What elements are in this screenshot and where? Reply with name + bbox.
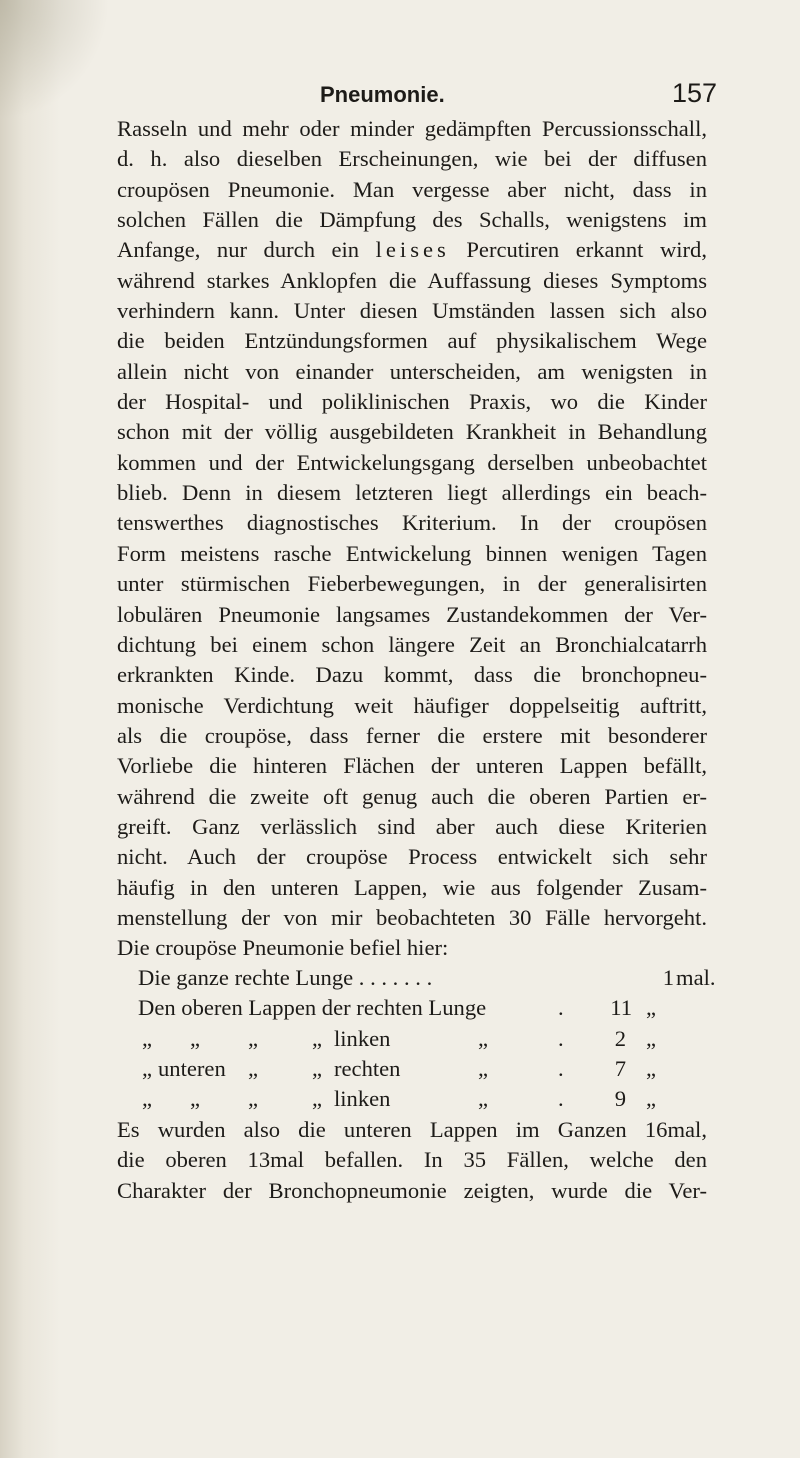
text-line: blieb. Denn in diesem letzteren liegt allerdings ein beach- xyxy=(117,480,707,506)
tally-ditto: „ xyxy=(646,995,657,1021)
tally-ditto: „ xyxy=(190,1025,201,1051)
tally-row xyxy=(138,993,718,1023)
tally-label: Den oberen Lappen der rechten Lunge xyxy=(138,995,487,1021)
text-line: als die croupöse, dass ferner die erstere mit besonderer xyxy=(117,722,707,748)
tally-side: rechten xyxy=(334,1056,401,1082)
tally-ditto: „ xyxy=(478,1025,489,1051)
tally-count: 1 xyxy=(662,965,674,990)
body-paragraph xyxy=(117,114,707,964)
text-line: die oberen 13mal befallen. In 35 Fällen, welche den xyxy=(117,1147,707,1173)
text-line: Es wurden also die unteren Lappen im Ganzen 16mal, xyxy=(117,1117,707,1142)
tally-ditto: „ xyxy=(646,1056,657,1082)
text-line: Rasseln und mehr oder minder gedämpften Percussionsschall, xyxy=(117,116,707,141)
tally-list xyxy=(138,963,718,1115)
text-line: croupösen Pneumonie. Man vergesse aber nicht, dass in xyxy=(117,176,707,202)
tally-label: Die ganze rechte Lunge . . . . . . . xyxy=(138,965,433,990)
text-line: erkrankten Kinde. Dazu kommt, dass die bronchopneu- xyxy=(117,662,707,688)
text-line: der Hospital- und poliklinischen Praxis, wo die Kinder xyxy=(117,389,707,415)
text-line-emphasis xyxy=(117,235,707,265)
tally-ditto: „ xyxy=(142,1025,153,1051)
text-fragment: Percutiren erkannt wird, xyxy=(466,237,708,263)
tally-count: 7 xyxy=(614,1056,626,1082)
tally-ditto: „ xyxy=(248,1056,259,1082)
tally-ditto: „ xyxy=(312,1025,323,1051)
tally-ditto: „ xyxy=(142,1086,153,1112)
page-header xyxy=(0,78,800,112)
tally-count: 11 xyxy=(610,995,632,1021)
tally-count: 2 xyxy=(614,1025,626,1051)
text-line: lobulären Pneumonie langsames Zustandekommen der Ver- xyxy=(117,601,707,627)
spaced-emphasis-word: leises xyxy=(375,237,450,263)
text-line: nicht. Auch der croupöse Process entwickelt sich sehr xyxy=(117,844,707,870)
tally-leader-dot: . xyxy=(558,995,564,1021)
tally-ditto: „ xyxy=(478,1056,489,1082)
tally-ditto: „ xyxy=(312,1086,323,1112)
text-line: tenswerthes diagnostisches Kriterium. In der croupösen xyxy=(117,510,707,536)
closing-paragraph xyxy=(117,1115,707,1206)
text-line: greift. Ganz verlässlich sind aber auch diese Kriterien xyxy=(117,813,707,839)
tally-ditto: „ xyxy=(248,1086,259,1112)
text-fragment: Anfange, nur durch ein xyxy=(117,237,360,263)
text-line: während starkes Anklopfen die Auffassung dieses Symptoms xyxy=(117,267,707,293)
text-line: Vorliebe die hinteren Flächen der unteren Lappen befällt, xyxy=(117,753,707,779)
tally-count: 9 xyxy=(614,1086,626,1112)
tally-leader-dot: . xyxy=(558,1056,564,1082)
tally-ditto: „ xyxy=(478,1086,489,1112)
tally-side: linken xyxy=(334,1086,391,1112)
page-number: 157 xyxy=(672,78,718,108)
tally-ditto: „ xyxy=(646,1086,657,1112)
tally-side: linken xyxy=(334,1025,391,1051)
tally-leader-dot: . xyxy=(558,1086,564,1112)
tally-row xyxy=(138,1084,718,1114)
text-line: d. h. also dieselben Erscheinungen, wie bei der diffusen xyxy=(117,146,707,172)
text-line: häufig in den unteren Lappen, wie aus folgender Zusam- xyxy=(117,874,707,900)
text-line: monische Verdichtung weit häufiger doppelseitig auftritt, xyxy=(117,692,707,718)
tally-ditto: „ xyxy=(646,1025,657,1051)
text-line: solchen Fällen die Dämpfung des Schalls, wenigstens im xyxy=(117,207,707,233)
tally-unit: mal. xyxy=(676,965,716,990)
text-line: Die croupöse Pneumonie befiel hier: xyxy=(117,935,449,961)
tally-row xyxy=(138,1024,718,1054)
tally-ditto: „ xyxy=(190,1086,201,1112)
text-line: schon mit der völlig ausgebildeten Krankheit in Behandlung xyxy=(117,419,707,445)
text-line: Charakter der Bronchopneumonie zeigten, wurde die Ver- xyxy=(117,1177,707,1203)
page-edge-shadow xyxy=(0,0,60,1458)
running-head: Pneumonie. xyxy=(320,82,445,107)
text-line: unter stürmischen Fieberbewegungen, in der generalisirten xyxy=(117,571,707,597)
tally-row xyxy=(138,1054,718,1084)
text-line: kommen und der Entwickelungsgang derselben unbeobachtet xyxy=(117,449,707,475)
text-line: menstellung der von mir beobachteten 30 Fälle hervorgeht. xyxy=(117,904,707,930)
text-line: während die zweite oft genug auch die oberen Partien er- xyxy=(117,783,707,809)
text-line: verhindern kann. Unter diesen Umständen lassen sich also xyxy=(117,298,707,324)
text-line: dichtung bei einem schon längere Zeit an Bronchialcatarrh xyxy=(117,631,707,657)
tally-position: unteren xyxy=(158,1056,226,1082)
tally-row xyxy=(138,963,718,993)
text-line: allein nicht von einander unterscheiden, am wenigsten in xyxy=(117,358,707,384)
tally-leader-dot: . xyxy=(558,1025,564,1051)
text-line: die beiden Entzündungsformen auf physikalischem Wege xyxy=(117,328,707,354)
tally-ditto: „ xyxy=(312,1056,323,1082)
tally-ditto: „ xyxy=(248,1025,259,1051)
text-line: Form meistens rasche Entwickelung binnen wenigen Tagen xyxy=(117,540,707,566)
tally-ditto: „ xyxy=(142,1056,153,1082)
